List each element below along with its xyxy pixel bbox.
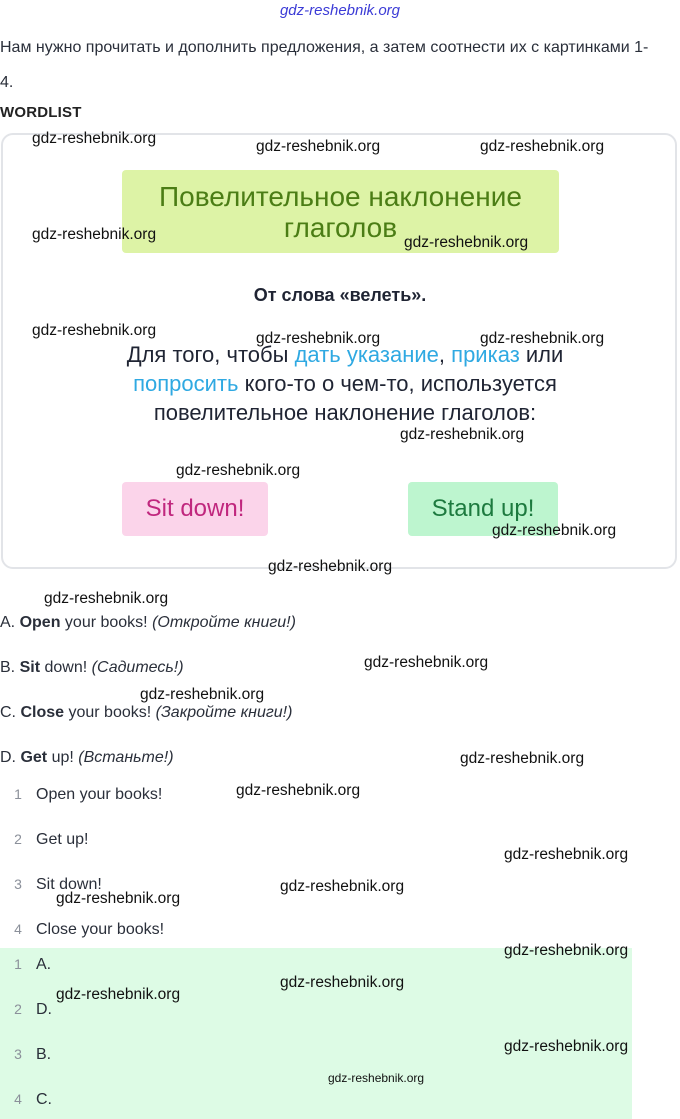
sentence-d — [0, 749, 174, 767]
sentence-translation: (Откройте книги!) — [152, 614, 296, 631]
sentence-rest: your books! — [64, 704, 156, 721]
rule-part: или — [519, 342, 564, 367]
sentence-b — [0, 659, 184, 677]
example-sit-down: Sit down! — [122, 482, 268, 536]
sentence-translation: (Встаньте!) — [78, 749, 174, 766]
list-number: 4 — [14, 921, 22, 937]
watermark: gdz-reshebnik.org — [268, 558, 393, 575]
sentence-rest: your books! — [60, 614, 153, 631]
sentence-a — [0, 614, 296, 632]
list-text: Get up! — [36, 831, 89, 848]
rule-part: Для того, чтобы — [126, 342, 295, 367]
watermark: gdz-reshebnik.org — [44, 590, 169, 607]
watermark: gdz-reshebnik.org — [176, 462, 301, 479]
example-stand-up: Stand up! — [408, 482, 558, 536]
sentence-letter: A. — [0, 614, 16, 631]
task-description: Нам нужно прочитать и дополнить предложения, а затем соотнести их с картинками 1-4. — [0, 39, 649, 91]
watermark: gdz-reshebnik.org — [364, 654, 489, 671]
watermark: gdz-reshebnik.org — [504, 1038, 629, 1055]
watermark: gdz-reshebnik.org — [504, 846, 629, 863]
list-item — [0, 831, 88, 849]
answer-number: 4 — [14, 1091, 22, 1107]
rule-highlight: дать указание — [294, 342, 439, 367]
watermark: gdz-reshebnik.org — [280, 974, 405, 991]
watermark: gdz-reshebnik.org — [32, 322, 157, 339]
sentence-rest: up! — [47, 749, 79, 766]
answer-number: 2 — [14, 1001, 22, 1017]
sentence-verb: Sit — [19, 659, 41, 676]
answer-number: 1 — [14, 956, 22, 972]
watermark: gdz-reshebnik.org — [32, 130, 157, 147]
site-header-link[interactable]: gdz-reshebnik.org — [279, 2, 401, 19]
sentence-verb: Close — [20, 704, 65, 721]
watermark: gdz-reshebnik.org — [140, 686, 265, 703]
list-text: Sit down! — [36, 876, 102, 893]
answer-text: B. — [36, 1046, 52, 1063]
list-number: 1 — [14, 786, 22, 802]
watermark: gdz-reshebnik.org — [480, 138, 605, 155]
answer-item — [0, 1091, 52, 1109]
rule-part: , — [438, 342, 452, 367]
sentence-translation: (Садитесь!) — [91, 659, 184, 676]
watermark: gdz-reshebnik.org — [492, 522, 617, 539]
rule-part: кого-то о чем-то, используется — [238, 371, 557, 396]
watermark: gdz-reshebnik.org — [256, 330, 381, 347]
card-title-line1: Повелительное наклонение — [159, 180, 522, 212]
answer-number: 3 — [14, 1046, 22, 1062]
watermark: gdz-reshebnik.org — [256, 138, 381, 155]
watermark: gdz-reshebnik.org — [504, 942, 629, 959]
watermark: gdz-reshebnik.org — [460, 750, 585, 767]
origin-note: От слова «велеть». — [253, 285, 427, 305]
rule-highlight: приказ — [451, 342, 520, 367]
list-number: 3 — [14, 876, 22, 892]
answer-item — [0, 1001, 52, 1019]
watermark: gdz-reshebnik.org — [404, 234, 529, 251]
sentence-verb: Get — [20, 749, 48, 766]
list-text: Open your books! — [36, 786, 163, 803]
sentence-rest: down! — [40, 659, 92, 676]
watermark: gdz-reshebnik.org — [328, 1071, 425, 1085]
rule-highlight: попросить — [133, 371, 239, 396]
rule-part: повелительное наклонение глаголов: — [153, 400, 537, 425]
watermark: gdz-reshebnik.org — [236, 782, 361, 799]
watermark: gdz-reshebnik.org — [280, 878, 405, 895]
watermark: gdz-reshebnik.org — [480, 330, 605, 347]
watermark: gdz-reshebnik.org — [32, 226, 157, 243]
sentence-translation: (Закройте книги!) — [155, 704, 293, 721]
watermark: gdz-reshebnik.org — [56, 890, 181, 907]
answer-text: D. — [36, 1001, 52, 1018]
sentence-letter: D. — [0, 749, 16, 766]
watermark: gdz-reshebnik.org — [56, 986, 181, 1003]
sentence-c — [0, 704, 292, 722]
list-item — [0, 786, 162, 804]
rule-text — [60, 340, 630, 427]
sentence-letter: B. — [0, 659, 16, 676]
sentence-letter: C. — [0, 704, 16, 721]
answer-item — [0, 1046, 51, 1064]
wordlist-heading: WORDLIST — [0, 104, 82, 121]
list-item — [0, 921, 164, 939]
sentence-verb: Open — [19, 614, 61, 631]
watermark: gdz-reshebnik.org — [400, 426, 525, 443]
list-text: Close your books! — [36, 921, 165, 938]
answer-text: C. — [36, 1091, 52, 1108]
answer-text: A. — [36, 956, 52, 973]
list-number: 2 — [14, 831, 22, 847]
answer-item — [0, 956, 51, 974]
card-title-line2: глаголов — [283, 211, 398, 243]
